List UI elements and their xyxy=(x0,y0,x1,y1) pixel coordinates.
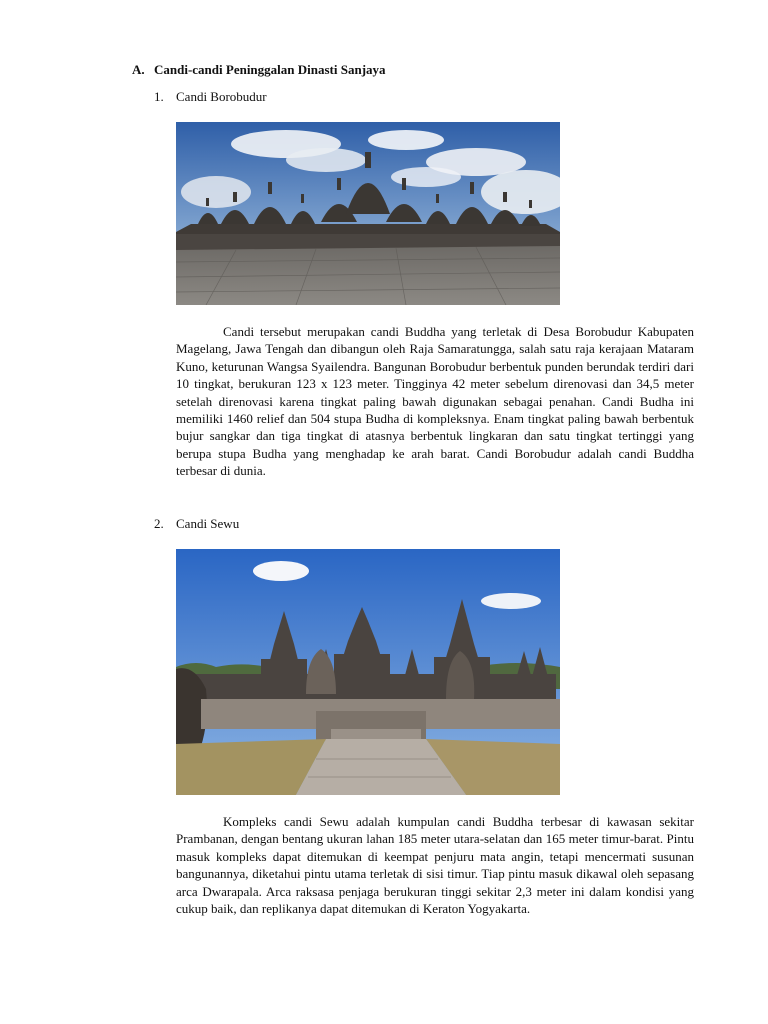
item-title: Candi Borobudur xyxy=(176,89,267,104)
sewu-paragraph: Kompleks candi Sewu adalah kumpulan candi Buddha terbesar di kawasan sekitar Prambanan, dengan bentang ukuran lahan 185 meter utara-selatan dan 165 meter timur-barat. Pintu masuk kompleks dapat ditemukan di keempat penjuru mata angin, tetapi mencermati susunan bangunannya, diketahui pintu utama terletak di sisi timur. Tiap pintu masuk dikawal oleh sepasang arca Dwarapala. Arca raksasa penjaga berukuran tinggi sekitar 2,3 meter ini dalam kondisi yang cukup baik, dan replikanya dapat ditemukan di Keraton Yogyakarta. xyxy=(176,814,694,917)
item-number: 2. xyxy=(154,516,164,531)
item-number: 1. xyxy=(154,89,164,104)
sewu-photo xyxy=(176,549,560,795)
borobudur-photo xyxy=(176,122,560,305)
item-heading-borobudur xyxy=(154,89,267,105)
item-heading-sewu xyxy=(154,516,239,532)
borobudur-paragraph: Candi tersebut merupakan candi Buddha yang terletak di Desa Borobudur Kabupaten Magelang, Jawa Tengah dan dibangun oleh Raja Samaratungga, salah satu raja kerajaan Mataram Kuno, keturunan Wangsa Syailendra. Bangunan Borobudur berbentuk punden berundak terdiri dari 10 tingkat, berukuran 123 x 123 meter. Tingginya 42 meter sebelum direnovasi dan 34,5 meter setelah direnovasi karena tingkat paling bawah digunakan sebagai penahan. Candi Budha ini memiliki 1460 relief dan 504 stupa Budha di kompleksnya. Enam tingkat paling bawah berbentuk bujur sangkar dan tiga tingkat di atasnya berbentuk lingkaran dan satu tingkat tertinggi yang berupa stupa Budha yang menghadap ke arah barat. Candi Borobudur adalah candi Buddha terbesar di dunia. xyxy=(176,324,694,479)
section-heading xyxy=(132,62,386,78)
item-title: Candi Sewu xyxy=(176,516,240,531)
section-title: Candi-candi Peninggalan Dinasti Sanjaya xyxy=(154,62,386,77)
section-letter: A. xyxy=(132,62,145,77)
